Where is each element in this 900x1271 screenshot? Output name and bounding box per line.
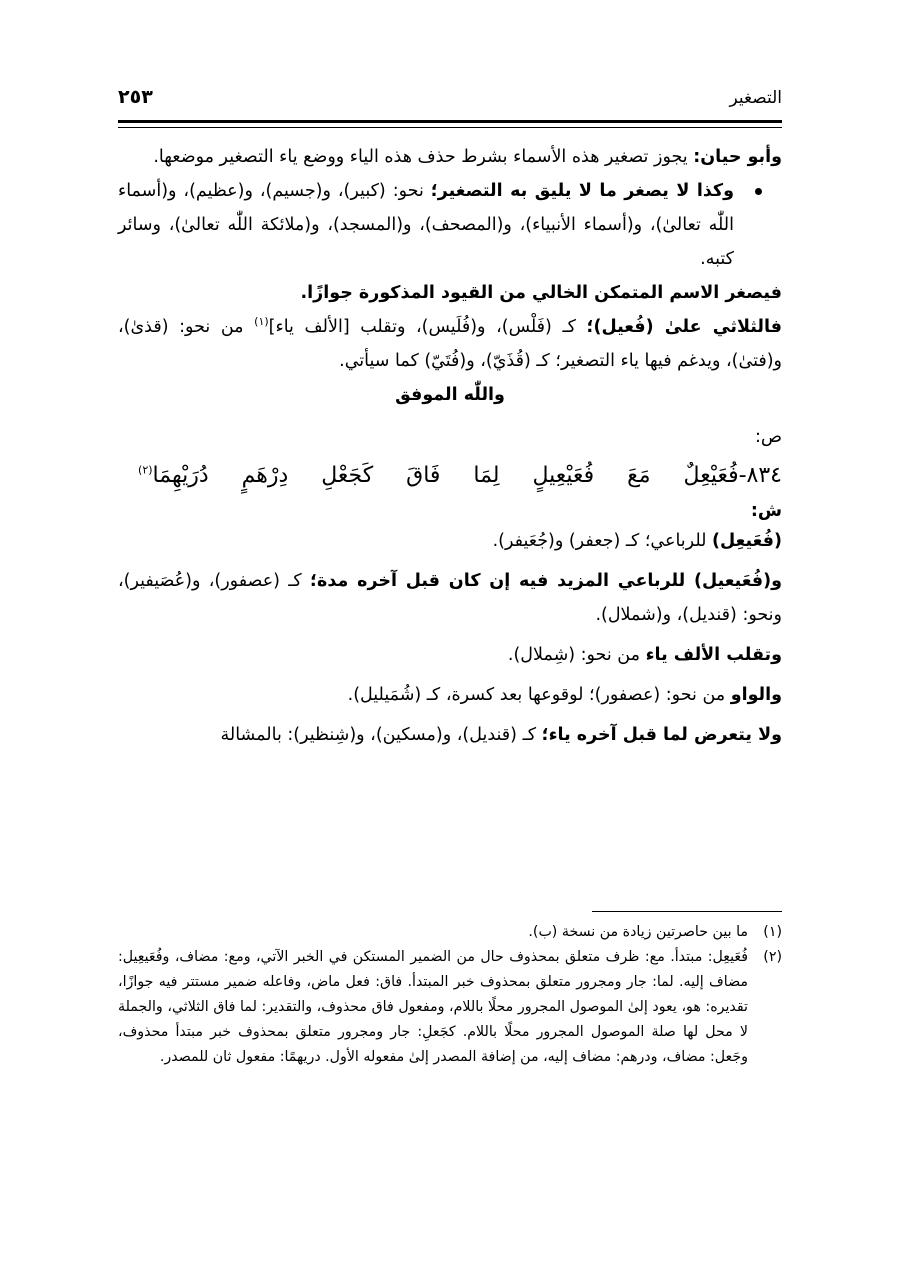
paragraph-text: كـ (فَلْس)، و(فُلَيس)، وتقلب [الألف ياء] <box>268 317 587 337</box>
bullet-item <box>118 174 782 276</box>
footnote-text: فُعَيعِل: مبتدأ. مع: ظرف متعلق بمحذوف حال من الضمير المستكن في الخبر الآتي، ومع: مضاف، وفُعَيعِيل: مضاف إليه. لما: جار ومجرور متعلق بمحذوف خبر المبتدأ. فاق: فعل ماض، وفاعله ضمير مستتر فيه جوازًا، تقديره: هو، يعود إلىٰ الموصول المجرور محلًا باللام، ومفعول فاق محذوف، والتقدير: لما فاق الثلاثي، والجملة لا محل لها صلة الموصول المجرور محلًا باللام. كجَعلِ: جار ومجرور متعلق بمحذوف خبر مبتدأ محذوف، وجَعل: مضاف، ودرهم: مضاف إليه، من إضافة المصدر إلىٰ مفعوله الأول. دريهمًا: مفعول ثان للمصدر. <box>118 949 748 1065</box>
header-rule-thin <box>118 127 782 128</box>
paragraph-bold-lead: (فُعَيعِل) <box>712 531 782 551</box>
footnote-number: (١) <box>763 924 782 940</box>
footnote-number: (٢) <box>763 949 782 965</box>
paragraph-thulathi <box>118 310 782 378</box>
paragraph-text: كـ (قنديل)، و(مسكين)، و(شِنظير): بالمشالة <box>220 725 542 745</box>
paragraph-bold-lead: والواو <box>730 685 782 705</box>
footnote-2 <box>118 945 782 1070</box>
sad-label: ص: <box>754 427 782 447</box>
page-number: ٢٥٣ <box>118 86 153 108</box>
paragraph-bold-lead: ولا يتعرض لما قبل آخره ياء؛ <box>541 725 782 745</box>
verse-word-1: ٨٣٤-فُعَيْعِلٌ <box>683 463 782 488</box>
paragraph-rule: فيصغر الاسم المتمكن الخالي من القيود المذكورة جوازًا. <box>300 283 782 303</box>
footnote-ref-2[interactable]: (٢) <box>138 463 153 477</box>
paragraph-alif <box>118 638 782 672</box>
footnote-separator <box>592 911 782 912</box>
paragraph-bold-lead: وأبو حيان: <box>693 147 782 167</box>
paragraph-text: من نحو: (عصفور)؛ لوقوعها بعد كسرة، كـ (شُمَيليل). <box>347 685 731 705</box>
verse-word-3: فُعَيْعِيلٍ <box>532 463 595 488</box>
bullet-bold-lead: وكذا لا يصغر ما لا يليق به التصغير؛ <box>430 181 734 201</box>
footnote-ref-1[interactable]: (١) <box>254 315 269 329</box>
paragraph-waw <box>118 678 782 712</box>
footnotes <box>118 920 782 1070</box>
paragraph-bold-lead: و(فُعَيعيل) للرباعي المزيد فيه إن كان قبل آخره مدة؛ <box>310 571 782 591</box>
paragraph-rubai <box>118 524 782 558</box>
paragraph-text: من نحو: (قذىٰ)، و(فتىٰ)، ويدغم فيها ياء التصغير؛ كـ (قُذَيّ)، و(فُتَيّ) كما سيأتي. <box>118 317 782 371</box>
verse-word-7: دِرْهَمٍ <box>241 463 289 488</box>
verse-word-8: دُرَيْهِمَا$^{(٢)}$ <box>138 463 209 488</box>
footnote-1 <box>118 920 782 945</box>
bullet-dot-icon <box>755 188 762 195</box>
paragraph-bold-lead: فالثلاثي علىٰ (فُعيل)؛ <box>586 317 783 337</box>
paragraph-text: من نحو: (شِملال). <box>507 645 646 665</box>
verse-word-4: لِمَا <box>473 463 500 488</box>
paragraph-ya <box>118 718 782 752</box>
paragraph-text: للرباعي؛ كـ (جعفر) و(جُعَيفر). <box>492 531 713 551</box>
footnote-text: ما بين حاصرتين زيادة من نسخة (ب). <box>528 924 748 940</box>
paragraph-text: يجوز تصغير هذه الأسماء بشرط حذف هذه الياء ووضع ياء التصغير موضعها. <box>153 147 694 167</box>
shin-label: ش: <box>750 501 782 521</box>
paragraph-bold-lead: وتقلب الألف ياء <box>645 645 782 665</box>
verse-word-5: فَاقَ <box>406 463 441 488</box>
closing-phrase: واللّٰه الموفق <box>395 385 505 405</box>
verse-number: ٨٣٤- <box>738 463 782 488</box>
verse-word-6: كَجَعْلِ <box>321 463 374 488</box>
chapter-title: التصغير <box>729 88 782 108</box>
paragraph-abu-hayyan <box>118 140 782 174</box>
header-rule-thick <box>118 120 782 123</box>
verse-word-2: مَعَ <box>627 463 651 488</box>
paragraph-text: كـ (عصفور)، و(عُصَيفير)، ونحو: (قنديل)، و(شملال). <box>118 571 782 625</box>
paragraph-rubai-mazid <box>118 564 782 632</box>
running-header <box>118 86 782 116</box>
verse-line <box>118 454 782 498</box>
bullet-text: نحو: (كبير)، و(جسيم)، و(عظيم)، و(أسماء اللّٰه تعالىٰ)، و(أسماء الأنبياء)، و(المصحف)، و(المسجد)، و(ملائكة اللّٰه تعالىٰ)، وسائر كتبه. <box>118 181 734 269</box>
main-text <box>118 140 782 752</box>
